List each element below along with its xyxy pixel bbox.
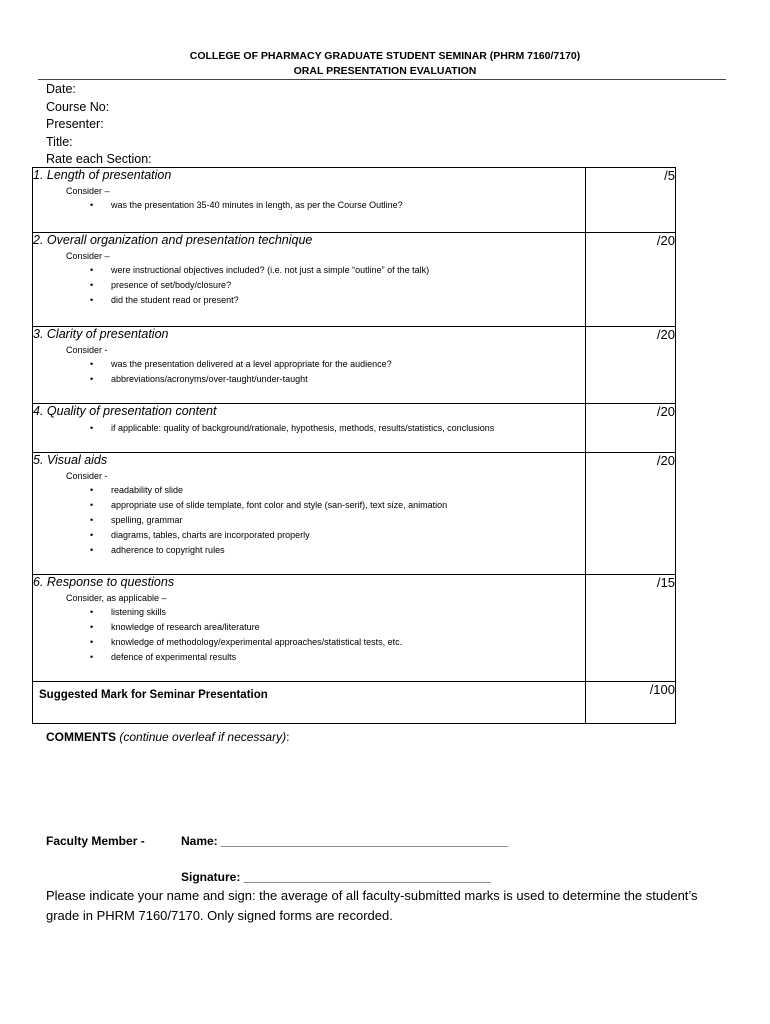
list-item: • spelling, grammar: [33, 513, 585, 528]
comments-heading: COMMENTS: [46, 730, 116, 744]
section-title: 3. Clarity of presentation: [33, 327, 169, 341]
section-row-visual-aids: [33, 453, 676, 575]
list-item: • readability of slide: [33, 483, 585, 498]
list-item: • was the presentation delivered at a level appropriate for the audience?: [33, 357, 585, 372]
consider-label: Consider -: [66, 345, 108, 355]
rate-each-section-label: Rate each Section:: [46, 152, 152, 166]
section-title: 4. Quality of presentation content: [33, 404, 217, 418]
section-title: 1. Length of presentation: [33, 168, 172, 182]
score-cell[interactable]: /15: [586, 575, 676, 682]
comments-label: [46, 730, 289, 744]
instructions-note: Please indicate your name and sign: the average of all faculty-submitted marks is used to determine the student’s grade in PHRM 7160/7170. Only signed forms are recorded.: [46, 888, 698, 923]
list-item: • diagrams, tables, charts are incorporated properly: [33, 528, 585, 543]
list-item: • if applicable: quality of background/rationale, hypothesis, methods, results/statistics, conclusions: [33, 421, 585, 436]
date-label: Date:: [46, 82, 76, 96]
score-cell[interactable]: /20: [586, 453, 676, 575]
score-cell[interactable]: /20: [586, 233, 676, 327]
suggested-mark-row: [33, 682, 676, 724]
section-row-organization: [33, 233, 676, 327]
list-item: • were instructional objectives included? (i.e. not just a simple “outline” of the talk): [33, 263, 585, 278]
comments-note: (continue overleaf if necessary): [119, 730, 287, 744]
section-row-clarity: [33, 327, 676, 404]
info-fields: [46, 81, 152, 169]
consider-label: Consider –: [66, 186, 110, 196]
list-item: • did the student read or present?: [33, 293, 585, 308]
presenter-label: Presenter:: [46, 117, 104, 131]
evaluation-table: [32, 167, 676, 724]
header-divider: [38, 79, 726, 80]
form-title-line2: ORAL PRESENTATION EVALUATION: [293, 65, 477, 77]
list-item: • was the presentation 35-40 minutes in length, as per the Course Outline?: [33, 198, 585, 213]
signature-line[interactable]: Signature: _____________________________________: [181, 870, 491, 884]
faculty-member-label: Faculty Member -: [46, 834, 145, 848]
section-row-content: [33, 404, 676, 453]
score-cell[interactable]: /20: [586, 327, 676, 404]
title-label: Title:: [46, 134, 73, 149]
list-item: • knowledge of research area/literature: [33, 620, 585, 635]
list-item: • defence of experimental results: [33, 650, 585, 665]
form-title-line1: COLLEGE OF PHARMACY GRADUATE STUDENT SEMINAR (PHRM 7160/7170): [189, 50, 581, 62]
name-line[interactable]: Name: ___________________________________________: [181, 834, 508, 848]
total-score-cell[interactable]: /100: [586, 682, 676, 724]
list-item: • appropriate use of slide template, font color and style (san-serif), text size, animation: [33, 498, 585, 513]
consider-label: Consider, as applicable –: [66, 593, 167, 603]
section-row-questions: [33, 575, 676, 682]
score-cell[interactable]: /20: [586, 404, 676, 453]
list-item: • listening skills: [33, 605, 585, 620]
comments-colon: :: [286, 730, 290, 744]
suggested-mark-label: Suggested Mark for Seminar Presentation: [33, 682, 586, 724]
consider-label: Consider –: [66, 251, 110, 261]
list-item: • presence of set/body/closure?: [33, 278, 585, 293]
consider-label: Consider -: [66, 471, 108, 481]
list-item: • abbreviations/acronyms/over-taught/under-taught: [33, 372, 585, 387]
list-item: • adherence to copyright rules: [33, 543, 585, 558]
section-title: 5. Visual aids: [33, 453, 108, 467]
score-cell[interactable]: /5: [586, 168, 676, 233]
course-no-label: Course No:: [46, 99, 110, 114]
list-item: • knowledge of methodology/experimental approaches/statistical tests, etc.: [33, 635, 585, 650]
section-row-length: [33, 168, 676, 233]
section-title: 6. Response to questions: [33, 575, 175, 589]
section-title: 2. Overall organization and presentation technique: [33, 233, 313, 247]
